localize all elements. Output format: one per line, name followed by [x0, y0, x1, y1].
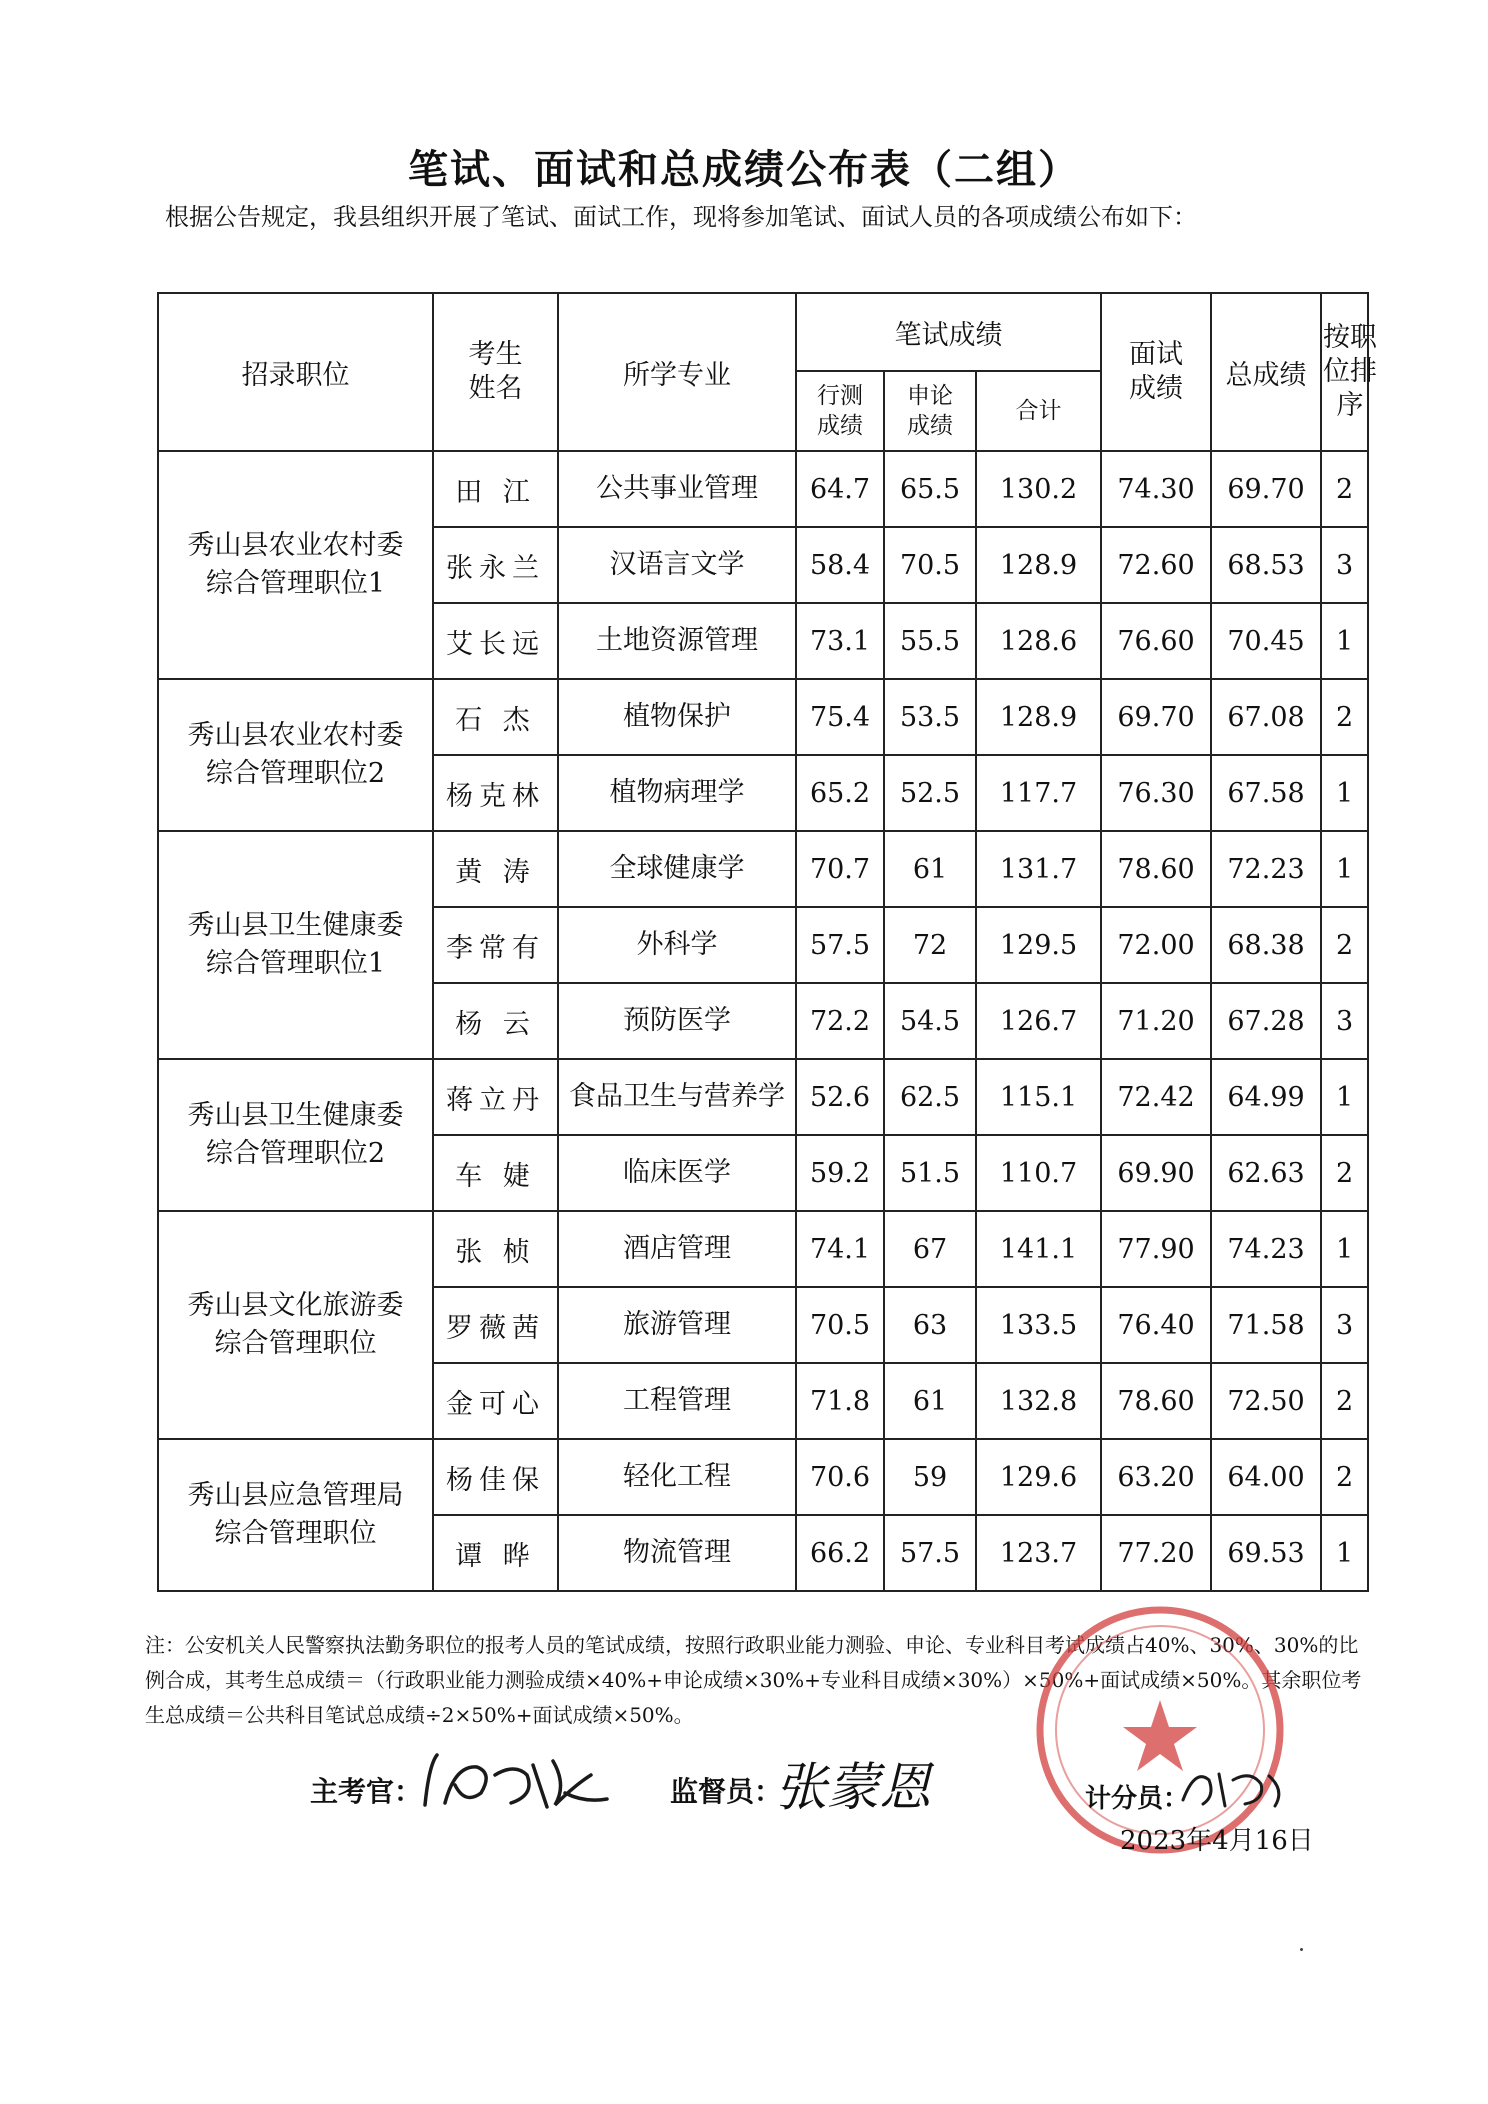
- written-total-cell: 128.6: [976, 603, 1101, 679]
- header-rank: 按职位排序: [1321, 293, 1368, 451]
- major-cell: 物流管理: [558, 1515, 796, 1591]
- header-shenlun: 申论成绩: [884, 371, 976, 451]
- name-cell: 罗薇茜: [433, 1287, 558, 1363]
- rank-cell: 2: [1321, 1135, 1368, 1211]
- interview-cell: 72.60: [1101, 527, 1211, 603]
- name-cell: 车 婕: [433, 1135, 558, 1211]
- interview-cell: 76.60: [1101, 603, 1211, 679]
- rank-cell: 1: [1321, 1059, 1368, 1135]
- table-row: [158, 1211, 1368, 1287]
- shenlun-cell: 59: [884, 1439, 976, 1515]
- name-cell: 金可心: [433, 1363, 558, 1439]
- major-cell: 汉语言文学: [558, 527, 796, 603]
- chief-signature: [415, 1745, 615, 1815]
- xingce-cell: 64.7: [796, 451, 884, 527]
- table-row: [158, 679, 1368, 755]
- total-cell: 62.63: [1211, 1135, 1321, 1211]
- xingce-cell: 71.8: [796, 1363, 884, 1439]
- total-cell: 67.58: [1211, 755, 1321, 831]
- rank-cell: 2: [1321, 1363, 1368, 1439]
- shenlun-cell: 63: [884, 1287, 976, 1363]
- total-cell: 71.58: [1211, 1287, 1321, 1363]
- rank-cell: 1: [1321, 755, 1368, 831]
- shenlun-cell: 62.5: [884, 1059, 976, 1135]
- name-cell: 李常有: [433, 907, 558, 983]
- written-total-cell: 141.1: [976, 1211, 1101, 1287]
- rank-cell: 3: [1321, 527, 1368, 603]
- shenlun-cell: 54.5: [884, 983, 976, 1059]
- xingce-cell: 70.5: [796, 1287, 884, 1363]
- xingce-cell: 66.2: [796, 1515, 884, 1591]
- interview-cell: 77.20: [1101, 1515, 1211, 1591]
- interview-cell: 72.42: [1101, 1059, 1211, 1135]
- shenlun-cell: 61: [884, 831, 976, 907]
- shenlun-cell: 67: [884, 1211, 976, 1287]
- major-cell: 预防医学: [558, 983, 796, 1059]
- shenlun-cell: 70.5: [884, 527, 976, 603]
- xingce-cell: 65.2: [796, 755, 884, 831]
- interview-cell: 69.70: [1101, 679, 1211, 755]
- interview-cell: 63.20: [1101, 1439, 1211, 1515]
- name-cell: 石 杰: [433, 679, 558, 755]
- interview-cell: 78.60: [1101, 1363, 1211, 1439]
- position-cell: 秀山县应急管理局综合管理职位: [158, 1439, 433, 1591]
- header-written: 笔试成绩: [796, 293, 1101, 371]
- major-cell: 工程管理: [558, 1363, 796, 1439]
- major-cell: 土地资源管理: [558, 603, 796, 679]
- header-name: 考生姓名: [433, 293, 558, 451]
- shenlun-cell: 72: [884, 907, 976, 983]
- major-cell: 外科学: [558, 907, 796, 983]
- rank-cell: 1: [1321, 1211, 1368, 1287]
- rank-cell: 1: [1321, 831, 1368, 907]
- total-cell: 67.08: [1211, 679, 1321, 755]
- name-cell: 杨佳保: [433, 1439, 558, 1515]
- shenlun-cell: 55.5: [884, 603, 976, 679]
- written-total-cell: 115.1: [976, 1059, 1101, 1135]
- xingce-cell: 73.1: [796, 603, 884, 679]
- name-cell: 蒋立丹: [433, 1059, 558, 1135]
- table-row: [158, 451, 1368, 527]
- position-cell: 秀山县卫生健康委综合管理职位1: [158, 831, 433, 1059]
- interview-cell: 71.20: [1101, 983, 1211, 1059]
- rank-cell: 1: [1321, 1515, 1368, 1591]
- shenlun-cell: 61: [884, 1363, 976, 1439]
- xingce-cell: 52.6: [796, 1059, 884, 1135]
- rank-cell: 2: [1321, 1439, 1368, 1515]
- name-cell: 黄 涛: [433, 831, 558, 907]
- major-cell: 临床医学: [558, 1135, 796, 1211]
- scores-table: [157, 292, 1378, 1592]
- total-cell: 68.53: [1211, 527, 1321, 603]
- scan-speck: [1300, 1948, 1303, 1951]
- header-total: 总成绩: [1211, 293, 1321, 451]
- table-row: [158, 1059, 1368, 1135]
- interview-cell: 76.40: [1101, 1287, 1211, 1363]
- xingce-cell: 72.2: [796, 983, 884, 1059]
- rank-cell: 2: [1321, 451, 1368, 527]
- xingce-cell: 70.6: [796, 1439, 884, 1515]
- major-cell: 公共事业管理: [558, 451, 796, 527]
- written-total-cell: 110.7: [976, 1135, 1101, 1211]
- xingce-cell: 75.4: [796, 679, 884, 755]
- major-cell: 全球健康学: [558, 831, 796, 907]
- header-xingce: 行测成绩: [796, 371, 884, 451]
- shenlun-cell: 65.5: [884, 451, 976, 527]
- header-total-written: 合计: [976, 371, 1101, 451]
- interview-cell: 72.00: [1101, 907, 1211, 983]
- shenlun-cell: 52.5: [884, 755, 976, 831]
- total-cell: 64.99: [1211, 1059, 1321, 1135]
- xingce-cell: 70.7: [796, 831, 884, 907]
- name-cell: 张 桢: [433, 1211, 558, 1287]
- rank-cell: 2: [1321, 679, 1368, 755]
- rank-cell: 2: [1321, 907, 1368, 983]
- total-cell: 72.23: [1211, 831, 1321, 907]
- header-interview: 面试成绩: [1101, 293, 1211, 451]
- name-cell: 田 江: [433, 451, 558, 527]
- written-total-cell: 129.5: [976, 907, 1101, 983]
- supervisor-label: 监督员：: [670, 1775, 783, 1808]
- written-total-cell: 123.7: [976, 1515, 1101, 1591]
- interview-cell: 69.90: [1101, 1135, 1211, 1211]
- written-total-cell: 117.7: [976, 755, 1101, 831]
- header-position: 招录职位: [158, 293, 433, 451]
- major-cell: 酒店管理: [558, 1211, 796, 1287]
- chief-label: 主考官：: [310, 1775, 423, 1808]
- major-cell: 植物病理学: [558, 755, 796, 831]
- written-total-cell: 126.7: [976, 983, 1101, 1059]
- date: 2023年4月16日: [1120, 1826, 1314, 1856]
- name-cell: 艾长远: [433, 603, 558, 679]
- rank-cell: 1: [1321, 603, 1368, 679]
- rank-cell: 3: [1321, 983, 1368, 1059]
- scorer-label: 计分员：: [1085, 1784, 1190, 1814]
- xingce-cell: 57.5: [796, 907, 884, 983]
- written-total-cell: 132.8: [976, 1363, 1101, 1439]
- major-cell: 植物保护: [558, 679, 796, 755]
- interview-cell: 78.60: [1101, 831, 1211, 907]
- name-cell: 谭 晔: [433, 1515, 558, 1591]
- name-cell: 杨 云: [433, 983, 558, 1059]
- interview-cell: 74.30: [1101, 451, 1211, 527]
- written-total-cell: 133.5: [976, 1287, 1101, 1363]
- table-row: [158, 831, 1368, 907]
- total-cell: 69.70: [1211, 451, 1321, 527]
- xingce-cell: 59.2: [796, 1135, 884, 1211]
- intro-paragraph: 根据公告规定，我县组织开展了笔试、面试工作，现将参加笔试、面试人员的各项成绩公布如下：: [165, 203, 1197, 231]
- major-cell: 旅游管理: [558, 1287, 796, 1363]
- header-major: 所学专业: [558, 293, 796, 451]
- shenlun-cell: 57.5: [884, 1515, 976, 1591]
- total-cell: 67.28: [1211, 983, 1321, 1059]
- written-total-cell: 130.2: [976, 451, 1101, 527]
- total-cell: 68.38: [1211, 907, 1321, 983]
- position-cell: 秀山县卫生健康委综合管理职位2: [158, 1059, 433, 1211]
- shenlun-cell: 53.5: [884, 679, 976, 755]
- position-cell: 秀山县农业农村委综合管理职位1: [158, 451, 433, 679]
- major-cell: 食品卫生与营养学: [558, 1059, 796, 1135]
- written-total-cell: 128.9: [976, 527, 1101, 603]
- supervisor-signature: 张蒙恩: [775, 1758, 932, 1818]
- written-total-cell: 128.9: [976, 679, 1101, 755]
- total-cell: 64.00: [1211, 1439, 1321, 1515]
- total-cell: 72.50: [1211, 1363, 1321, 1439]
- major-cell: 轻化工程: [558, 1439, 796, 1515]
- written-total-cell: 131.7: [976, 831, 1101, 907]
- position-cell: 秀山县农业农村委综合管理职位2: [158, 679, 433, 831]
- xingce-cell: 74.1: [796, 1211, 884, 1287]
- interview-cell: 76.30: [1101, 755, 1211, 831]
- xingce-cell: 58.4: [796, 527, 884, 603]
- rank-cell: 3: [1321, 1287, 1368, 1363]
- total-cell: 74.23: [1211, 1211, 1321, 1287]
- name-cell: 杨克林: [433, 755, 558, 831]
- name-cell: 张永兰: [433, 527, 558, 603]
- total-cell: 69.53: [1211, 1515, 1321, 1591]
- shenlun-cell: 51.5: [884, 1135, 976, 1211]
- written-total-cell: 129.6: [976, 1439, 1101, 1515]
- table-row: [158, 1439, 1368, 1515]
- interview-cell: 77.90: [1101, 1211, 1211, 1287]
- position-cell: 秀山县文化旅游委综合管理职位: [158, 1211, 433, 1439]
- page-title: 笔试、面试和总成绩公布表（二组）: [408, 146, 1080, 193]
- footnote: 注：公安机关人民警察执法勤务职位的报考人员的笔试成绩，按照行政职业能力测验、申论、专业科目考试成绩占40%、30%、30%的比例合成，其考生总成绩＝（行政职业能力测验成绩×40%+申论成绩×30%+专业科目成绩×30%）×50%+面试成绩×50%。其余职位考生总成绩＝公共科目笔试总成绩÷2×50%+面试成绩×50%。: [145, 1633, 1362, 1727]
- scorer-signature: [1175, 1760, 1295, 1810]
- total-cell: 70.45: [1211, 603, 1321, 679]
